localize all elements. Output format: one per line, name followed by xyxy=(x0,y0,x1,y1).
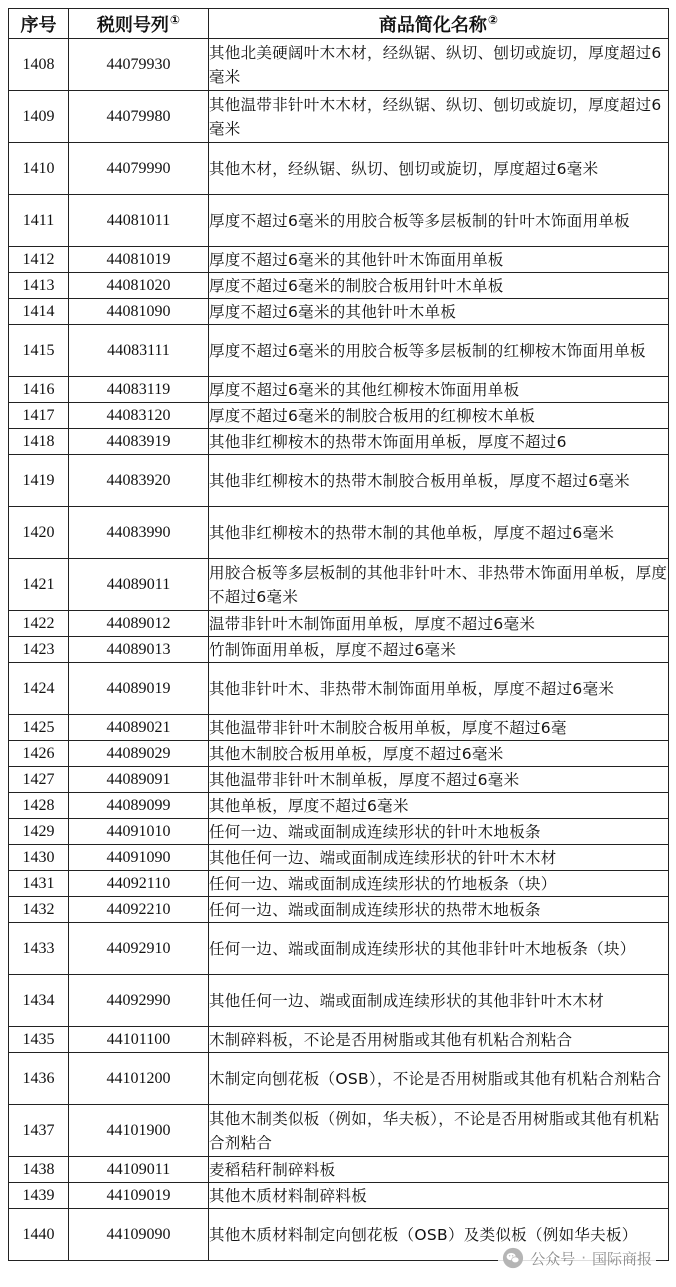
cell-name: 其他木质材料制定向刨花板（OSB）及类似板（例如华夫板） xyxy=(209,1209,669,1261)
table-row xyxy=(9,403,669,429)
cell-code: 44089099 xyxy=(69,793,209,819)
cell-code: 44079990 xyxy=(69,143,209,195)
cell-name: 其他任何一边、端或面制成连续形状的其他非针叶木木材 xyxy=(209,975,669,1027)
cell-code: 44101100 xyxy=(69,1027,209,1053)
cell-name: 其他木质材料制碎料板 xyxy=(209,1183,669,1209)
table-row xyxy=(9,1157,669,1183)
cell-name: 温带非针叶木制饰面用单板，厚度不超过6毫米 xyxy=(209,611,669,637)
table-row xyxy=(9,715,669,741)
cell-seq: 1434 xyxy=(9,975,69,1027)
cell-code: 44083119 xyxy=(69,377,209,403)
cell-name: 竹制饰面用单板，厚度不超过6毫米 xyxy=(209,637,669,663)
wechat-icon xyxy=(502,1247,524,1269)
header-name-footnote: ② xyxy=(487,12,499,27)
cell-code: 44081019 xyxy=(69,247,209,273)
cell-code: 44092210 xyxy=(69,897,209,923)
cell-name: 厚度不超过6毫米的其他针叶木饰面用单板 xyxy=(209,247,669,273)
table-row xyxy=(9,195,669,247)
cell-seq: 1430 xyxy=(9,845,69,871)
cell-name: 任何一边、端或面制成连续形状的热带木地板条 xyxy=(209,897,669,923)
cell-name: 厚度不超过6毫米的用胶合板等多层板制的针叶木饰面用单板 xyxy=(209,195,669,247)
cell-seq: 1419 xyxy=(9,455,69,507)
cell-code: 44101200 xyxy=(69,1053,209,1105)
cell-seq: 1417 xyxy=(9,403,69,429)
cell-seq: 1424 xyxy=(9,663,69,715)
cell-seq: 1411 xyxy=(9,195,69,247)
table-row xyxy=(9,663,669,715)
table-header-row xyxy=(9,9,669,39)
cell-seq: 1426 xyxy=(9,741,69,767)
cell-code: 44081011 xyxy=(69,195,209,247)
cell-code: 44083990 xyxy=(69,507,209,559)
cell-seq: 1416 xyxy=(9,377,69,403)
cell-code: 44089091 xyxy=(69,767,209,793)
cell-seq: 1409 xyxy=(9,91,69,143)
header-seq xyxy=(9,9,69,39)
cell-code: 44081020 xyxy=(69,273,209,299)
cell-name: 其他木制胶合板用单板，厚度不超过6毫米 xyxy=(209,741,669,767)
cell-code: 44083920 xyxy=(69,455,209,507)
cell-code: 44109090 xyxy=(69,1209,209,1261)
header-code-footnote: ① xyxy=(169,12,181,27)
cell-seq: 1431 xyxy=(9,871,69,897)
cell-seq: 1439 xyxy=(9,1183,69,1209)
cell-code: 44109011 xyxy=(69,1157,209,1183)
cell-seq: 1412 xyxy=(9,247,69,273)
cell-name: 厚度不超过6毫米的制胶合板用的红柳桉木单板 xyxy=(209,403,669,429)
tariff-table xyxy=(8,8,669,1261)
cell-name: 其他木材，经纵锯、纵切、刨切或旋切，厚度超过6毫米 xyxy=(209,143,669,195)
table-row xyxy=(9,975,669,1027)
watermark-account-label: 公众号 xyxy=(530,1249,576,1268)
table-row xyxy=(9,741,669,767)
table-row xyxy=(9,871,669,897)
cell-seq: 1422 xyxy=(9,611,69,637)
cell-code: 44089019 xyxy=(69,663,209,715)
cell-name: 任何一边、端或面制成连续形状的竹地板条（块） xyxy=(209,871,669,897)
cell-name: 其他非红柳桉木的热带木制胶合板用单板，厚度不超过6毫米 xyxy=(209,455,669,507)
header-seq-label: 序号 xyxy=(20,14,57,36)
cell-name: 厚度不超过6毫米的其他针叶木单板 xyxy=(209,299,669,325)
table-row xyxy=(9,299,669,325)
cell-seq: 1432 xyxy=(9,897,69,923)
table-row xyxy=(9,1183,669,1209)
cell-name: 其他非针叶木、非热带木制饰面用单板，厚度不超过6毫米 xyxy=(209,663,669,715)
table-row xyxy=(9,897,669,923)
table-row xyxy=(9,455,669,507)
cell-seq: 1415 xyxy=(9,325,69,377)
table-row xyxy=(9,923,669,975)
cell-name: 厚度不超过6毫米的其他红柳桉木饰面用单板 xyxy=(209,377,669,403)
cell-code: 44092110 xyxy=(69,871,209,897)
table-row xyxy=(9,793,669,819)
cell-name: 其他北美硬阔叶木木材，经纵锯、纵切、刨切或旋切，厚度超过6毫米 xyxy=(209,39,669,91)
table-row xyxy=(9,247,669,273)
header-code-label: 税则号列 xyxy=(96,14,169,36)
cell-name: 任何一边、端或面制成连续形状的其他非针叶木地板条（块） xyxy=(209,923,669,975)
table-row xyxy=(9,273,669,299)
cell-name: 任何一边、端或面制成连续形状的针叶木地板条 xyxy=(209,819,669,845)
cell-seq: 1410 xyxy=(9,143,69,195)
cell-code: 44089021 xyxy=(69,715,209,741)
cell-code: 44101900 xyxy=(69,1105,209,1157)
watermark xyxy=(498,1245,656,1271)
header-code xyxy=(69,9,209,39)
cell-code: 44083120 xyxy=(69,403,209,429)
table-row xyxy=(9,819,669,845)
cell-code: 44079930 xyxy=(69,39,209,91)
table-row xyxy=(9,377,669,403)
cell-seq: 1414 xyxy=(9,299,69,325)
cell-name: 其他单板，厚度不超过6毫米 xyxy=(209,793,669,819)
cell-code: 44079980 xyxy=(69,91,209,143)
cell-name: 麦稻秸秆制碎料板 xyxy=(209,1157,669,1183)
cell-name: 厚度不超过6毫米的用胶合板等多层板制的红柳桉木饰面用单板 xyxy=(209,325,669,377)
cell-name: 其他任何一边、端或面制成连续形状的针叶木木材 xyxy=(209,845,669,871)
cell-code: 44081090 xyxy=(69,299,209,325)
table-row xyxy=(9,325,669,377)
cell-seq: 1408 xyxy=(9,39,69,91)
cell-seq: 1413 xyxy=(9,273,69,299)
cell-seq: 1437 xyxy=(9,1105,69,1157)
cell-seq: 1433 xyxy=(9,923,69,975)
cell-seq: 1436 xyxy=(9,1053,69,1105)
cell-name: 木制碎料板，不论是否用树脂或其他有机粘合剂粘合 xyxy=(209,1027,669,1053)
cell-seq: 1428 xyxy=(9,793,69,819)
cell-seq: 1429 xyxy=(9,819,69,845)
table-row xyxy=(9,507,669,559)
cell-seq: 1425 xyxy=(9,715,69,741)
cell-name: 其他非红柳桉木的热带木饰面用单板，厚度不超过6 xyxy=(209,429,669,455)
cell-seq: 1420 xyxy=(9,507,69,559)
watermark-account-name: 国际商报 xyxy=(591,1249,652,1268)
header-name xyxy=(209,9,669,39)
table-row xyxy=(9,559,669,611)
table-body xyxy=(9,39,669,1261)
cell-code: 44089012 xyxy=(69,611,209,637)
table-row xyxy=(9,845,669,871)
cell-seq: 1418 xyxy=(9,429,69,455)
table-row xyxy=(9,611,669,637)
table-row xyxy=(9,39,669,91)
cell-seq: 1438 xyxy=(9,1157,69,1183)
cell-code: 44089011 xyxy=(69,559,209,611)
cell-seq: 1423 xyxy=(9,637,69,663)
cell-name: 其他温带非针叶木制单板，厚度不超过6毫米 xyxy=(209,767,669,793)
cell-code: 44109019 xyxy=(69,1183,209,1209)
header-name-label: 商品简化名称 xyxy=(378,14,487,36)
cell-name: 其他温带非针叶木木材，经纵锯、纵切、刨切或旋切，厚度超过6毫米 xyxy=(209,91,669,143)
cell-code: 44092910 xyxy=(69,923,209,975)
cell-name: 其他温带非针叶木制胶合板用单板，厚度不超过6毫 xyxy=(209,715,669,741)
table-row xyxy=(9,1053,669,1105)
cell-seq: 1421 xyxy=(9,559,69,611)
table-row xyxy=(9,91,669,143)
cell-name: 厚度不超过6毫米的制胶合板用针叶木单板 xyxy=(209,273,669,299)
table-row xyxy=(9,1027,669,1053)
cell-code: 44092990 xyxy=(69,975,209,1027)
cell-name: 其他木制类似板（例如，华夫板），不论是否用树脂或其他有机粘合剂粘合 xyxy=(209,1105,669,1157)
document-page xyxy=(8,8,668,1261)
cell-name: 木制定向刨花板（OSB），不论是否用树脂或其他有机粘合剂粘合 xyxy=(209,1053,669,1105)
table-row xyxy=(9,637,669,663)
table-row xyxy=(9,767,669,793)
table-row xyxy=(9,429,669,455)
cell-seq: 1435 xyxy=(9,1027,69,1053)
cell-seq: 1427 xyxy=(9,767,69,793)
cell-code: 44091010 xyxy=(69,819,209,845)
table-row xyxy=(9,143,669,195)
cell-code: 44089029 xyxy=(69,741,209,767)
cell-code: 44083111 xyxy=(69,325,209,377)
watermark-separator: · xyxy=(581,1249,586,1267)
cell-seq: 1440 xyxy=(9,1209,69,1261)
cell-name: 用胶合板等多层板制的其他非针叶木、非热带木饰面用单板，厚度不超过6毫米 xyxy=(209,559,669,611)
cell-code: 44091090 xyxy=(69,845,209,871)
cell-code: 44089013 xyxy=(69,637,209,663)
cell-name: 其他非红柳桉木的热带木制的其他单板，厚度不超过6毫米 xyxy=(209,507,669,559)
table-row xyxy=(9,1105,669,1157)
cell-code: 44083919 xyxy=(69,429,209,455)
